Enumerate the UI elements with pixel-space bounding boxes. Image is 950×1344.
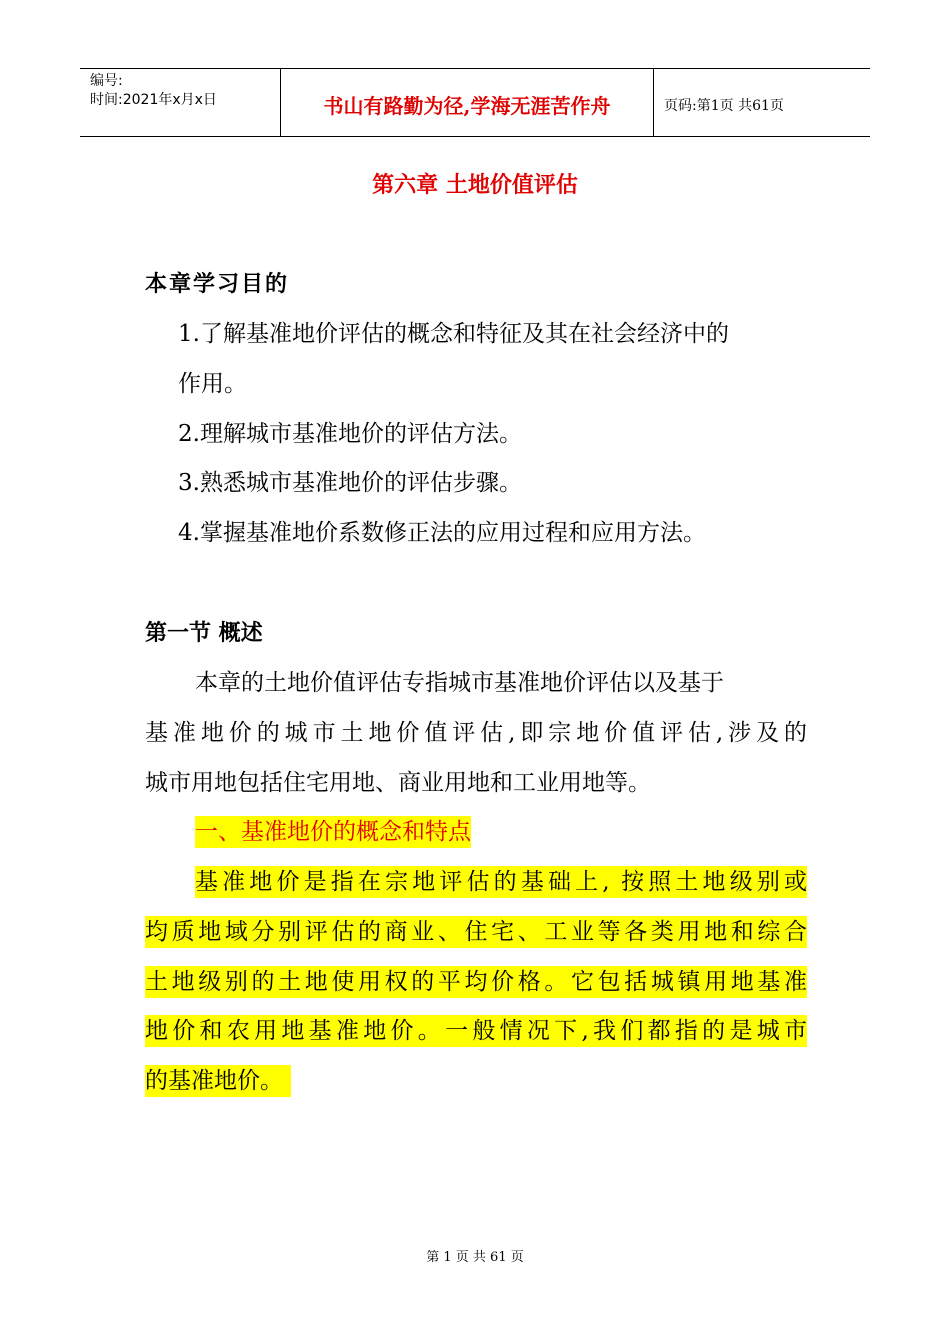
intro-line: 城市用地包括住宅用地、商业用地和工业用地等。	[145, 770, 651, 796]
objective-item: 1.了解基准地价评估的概念和特征及其在社会经济中的	[178, 321, 729, 347]
definition-line: 均质地域分别评估的商业、住宅、工业等各类用地和综合	[145, 916, 807, 948]
definition-line: 地价和农用地基准地价。一般情况下,我们都指的是城市	[145, 1015, 807, 1047]
definition-line: 的基准地价。	[145, 1065, 291, 1097]
objective-item: 3.熟悉城市基准地价的评估步骤。	[178, 470, 522, 496]
objective-item: 作用。	[178, 371, 247, 397]
header-page-info: 页码:第1页 共61页	[664, 97, 784, 114]
definition-line: 土地级别的土地使用权的平均价格。它包括城镇用地基准	[145, 966, 807, 998]
intro-line: 本章的土地价值评估专指城市基准地价评估以及基于	[195, 670, 724, 696]
header-motto: 书山有路勤为径,学海无涯苦作舟	[281, 69, 654, 136]
section-heading: 第一节 概述	[145, 620, 263, 646]
subsection-heading: 一、基准地价的概念和特点	[195, 816, 471, 848]
page-footer: 第 1 页 共 61 页	[426, 1250, 524, 1265]
time-label: 时间:2021年x月x日	[90, 92, 217, 108]
definition-line: 基准地价是指在宗地评估的基础上, 按照土地级别或	[195, 866, 807, 898]
objective-item: 4.掌握基准地价系数修正法的应用过程和应用方法。	[178, 520, 706, 546]
header-meta	[80, 69, 281, 136]
page-header	[80, 68, 870, 137]
objectives-heading: 本章学习目的	[145, 271, 290, 297]
objective-item: 2.理解城市基准地价的评估方法。	[178, 421, 522, 447]
chapter-title: 第六章 土地价值评估	[372, 172, 578, 198]
intro-line: 基准地价的城市土地价值评估,即宗地价值评估,涉及的	[145, 720, 807, 746]
number-label: 编号:	[90, 73, 123, 89]
